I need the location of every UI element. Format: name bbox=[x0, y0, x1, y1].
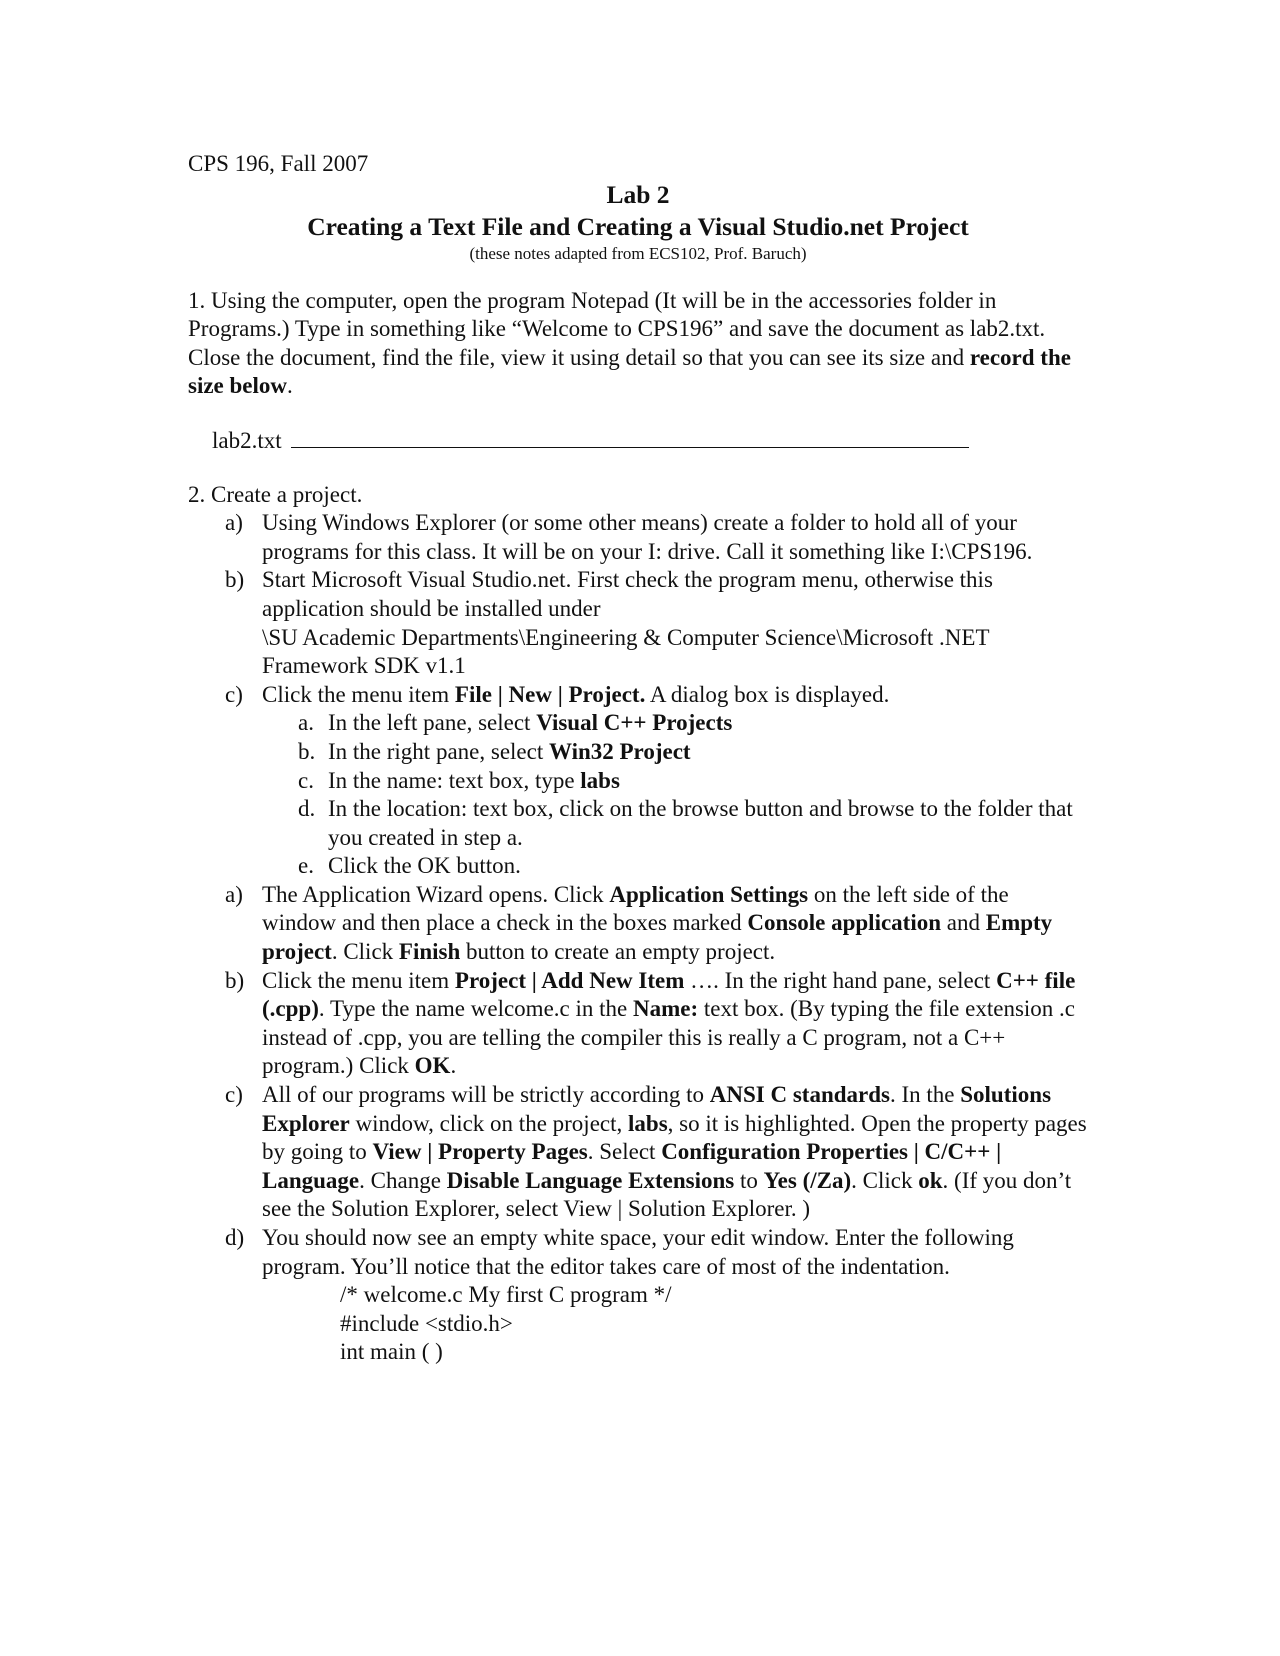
answer-blank bbox=[291, 425, 969, 448]
step-b-add-new-item: b) Click the menu item Project | Add New Item …. In the right hand pane, select C++ file (.cpp). Type the name welcome.c in the Name: text box. (By typing the file extension .c instead of .cpp, you are telling the compiler this is really a C program, not a C++ program.) Click OK. bbox=[225, 967, 1076, 1079]
step-c-new-project: c) Click the menu item File | New | Project. A dialog box is displayed. bbox=[225, 681, 890, 707]
adaptation-note: (these notes adapted from ECS102, Prof. Baruch) bbox=[469, 243, 807, 263]
fill-label: lab2.txt bbox=[212, 427, 282, 453]
step-c-ansi-settings: c) All of our programs will be strictly according to ANSI C standards. In the Solutions Explorer window, click on the project, labs, so it is highlighted. Open the property pages by going to View | Property Pages. Select Configuration Properties | C/C++ | Language. Change Disable Language Extensions to Yes (/Za). Click ok. (If you don’t see the Solution Explorer, select View | Solution Explorer. ) bbox=[225, 1082, 1087, 1222]
size-answer-line bbox=[188, 425, 1088, 456]
code-line-2: #include <stdio.h> bbox=[340, 1310, 513, 1336]
substep-b: b. In the right pane, select Win32 Project bbox=[298, 738, 691, 764]
step-a-application-wizard: a) The Application Wizard opens. Click Application Settings on the left side of the window and then place a check in the boxes marked Console application and Empty project. Click Finish button to create an empty project. bbox=[225, 881, 1053, 965]
substep-d: d. In the location: text box, click on the browse button and browse to the folder that you created in step a. bbox=[298, 796, 1073, 850]
code-line-3: int main ( ) bbox=[340, 1339, 443, 1365]
document-page bbox=[188, 150, 1088, 1367]
code-line-1: /* welcome.c My first C program */ bbox=[340, 1282, 672, 1308]
lab-number: Lab 2 bbox=[606, 179, 670, 209]
substep-c: c. In the name: text box, type labs bbox=[298, 767, 620, 793]
lab-title: Creating a Text File and Creating a Visual Studio.net Project bbox=[307, 211, 969, 241]
step-d-enter-program: d) You should now see an empty white space, your edit window. Enter the following program. You’ll notice that the editor takes care of most of the indentation. bbox=[225, 1225, 1014, 1279]
section-2-heading: 2. Create a project. bbox=[188, 481, 363, 507]
course-line: CPS 196, Fall 2007 bbox=[188, 151, 369, 176]
substep-e: e. Click the OK button. bbox=[298, 853, 521, 879]
step-a-create-folder: a) Using Windows Explorer (or some other means) create a folder to hold all of your programs for this class. It will be on your I: drive. Call it something like I:\CPS196. bbox=[225, 510, 1033, 564]
substep-a: a. In the left pane, select Visual C++ Projects bbox=[298, 710, 733, 736]
section-1-instructions: 1. Using the computer, open the program Notepad (It will be in the accessories folder in Programs.) Type in something like “Welcome to CPS196” and save the document as lab2.txt. Close the document, find the file, view it using detail so that you can see its size and record the size below. bbox=[188, 287, 1071, 399]
step-b-start-visual-studio: b) Start Microsoft Visual Studio.net. First check the program menu, otherwise this application should be installed under \SU Academic Departments\Engineering & Computer Science\Microsoft .NET Framework SDK v1.1 bbox=[225, 567, 993, 679]
